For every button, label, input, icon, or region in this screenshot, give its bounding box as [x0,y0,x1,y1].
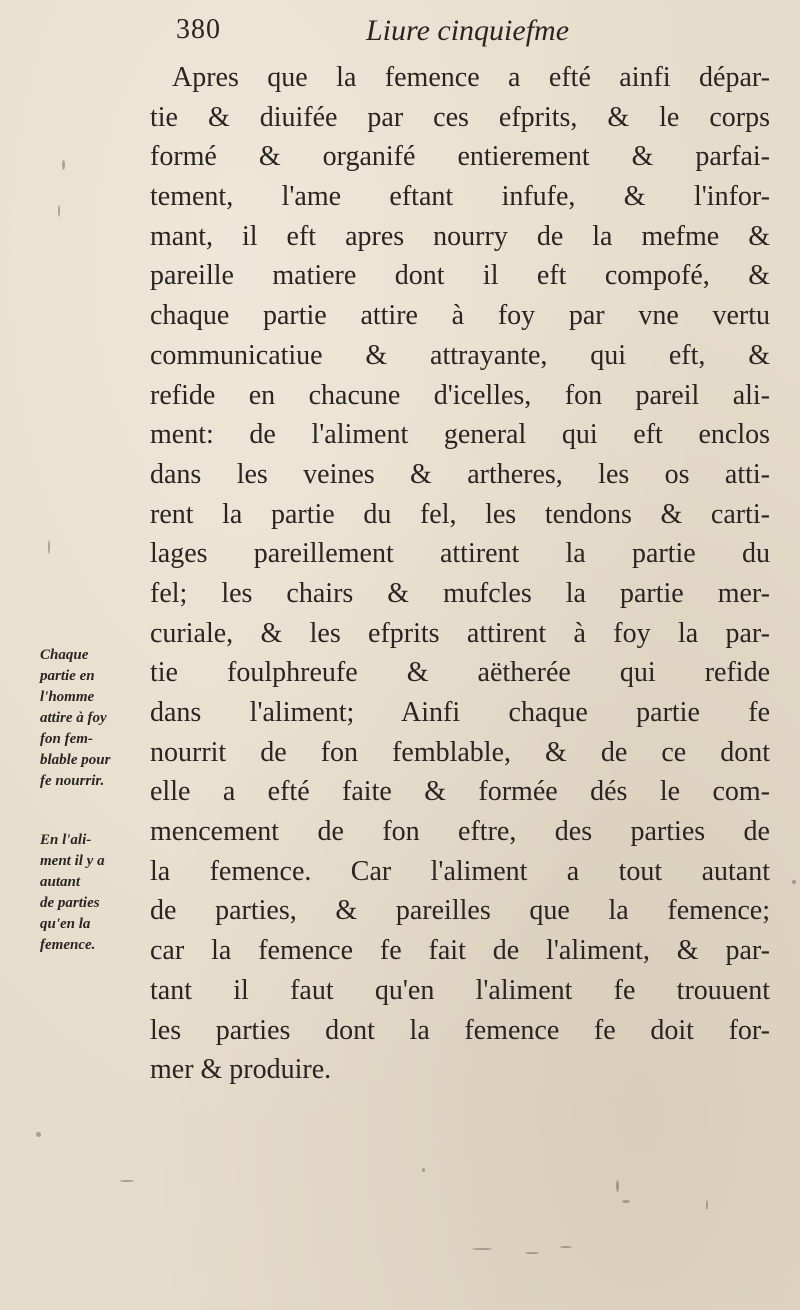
paper-speck [36,1132,41,1137]
paper-speck [62,160,65,170]
margin-note-line: l'homme [40,689,95,705]
paper-speck [616,1180,619,1192]
text-line: tie & diuifée par ces efprits, & le corps [150,101,770,133]
text-line: tant il faut qu'en l'aliment fe trouuent [150,974,770,1006]
paper-speck [422,1168,425,1172]
running-head: Liure cinquiefme [366,14,570,47]
text-line: formé & organifé entierement & parfai- [150,141,770,173]
margin-note-line: partie en [40,668,95,684]
margin-note-line: En l'ali- [40,832,92,848]
page-header [168,14,728,54]
margin-note-line: fe nourrir. [40,773,105,789]
text-line: curiale, & les efprits attirent à foy la par- [150,617,770,649]
text-line: dans les veines & artheres, les os atti- [150,458,770,490]
margin-note-line: blable pour [40,752,111,768]
paper-speck [58,205,60,217]
paper-speck [792,880,796,884]
text-line: communicatiue & attrayante, qui eft, & [150,339,770,371]
text-line: car la femence fe fait de l'aliment, & par- [150,935,770,967]
text-line: tie foulphreufe & aëtherée qui refide [150,657,770,689]
paper-speck [48,540,50,554]
paper-speck [622,1200,630,1203]
text-line: tement, l'ame eftant infufe, & l'infor- [150,181,770,213]
text-line: nourrit de fon femblable, & de ce dont [150,736,770,768]
text-line: lages pareillement attirent la partie du [150,538,770,570]
paper-speck [120,1180,134,1182]
paper-speck [472,1248,492,1250]
text-line: de parties, & pareilles que la femence; [150,895,770,927]
paper-speck [525,1252,539,1254]
text-line: dans l'aliment; Ainfi chaque partie fe [150,697,770,728]
text-line: Apres que la femence a efté ainfi dépar- [172,62,770,93]
text-line: fel; les chairs & mufcles la partie mer- [150,577,770,609]
margin-note [40,645,150,792]
page-number: 380 [176,14,221,45]
text-line: elle a efté faite & formée dés le com- [150,776,770,808]
margin-note-line: qu'en la [40,916,91,932]
paper-speck [560,1246,572,1248]
text-line: chaque partie attire à foy par vne vertu [150,300,770,332]
margin-note-line: autant [40,874,81,890]
body-text [150,58,770,1090]
margin-note-line: Chaque [40,647,89,663]
text-line: la femence. Car l'aliment a tout autant [150,855,770,887]
text-line: mant, il eft apres nourry de la mefme & [150,220,770,252]
margin-note [40,830,150,956]
margin-note-line: femence. [40,937,96,953]
text-line: les parties dont la femence fe doit for- [150,1014,770,1046]
text-line: pareille matiere dont il eft compofé, & [150,260,770,292]
text-line: mer & produire. [150,1054,332,1086]
text-line: mencement de fon eftre, des parties de [150,816,770,848]
margin-note-line: de parties [40,895,100,911]
margin-note-line: ment il y a [40,853,105,869]
margin-note-line: attire à foy [40,710,107,726]
text-line: rent la partie du fel, les tendons & carti- [150,498,770,530]
text-line: ment: de l'aliment general qui eft enclos [150,419,770,451]
margin-note-line: fon fem- [40,731,93,747]
paper-speck [706,1200,708,1210]
text-line: refide en chacune d'icelles, fon pareil ali- [150,379,770,411]
